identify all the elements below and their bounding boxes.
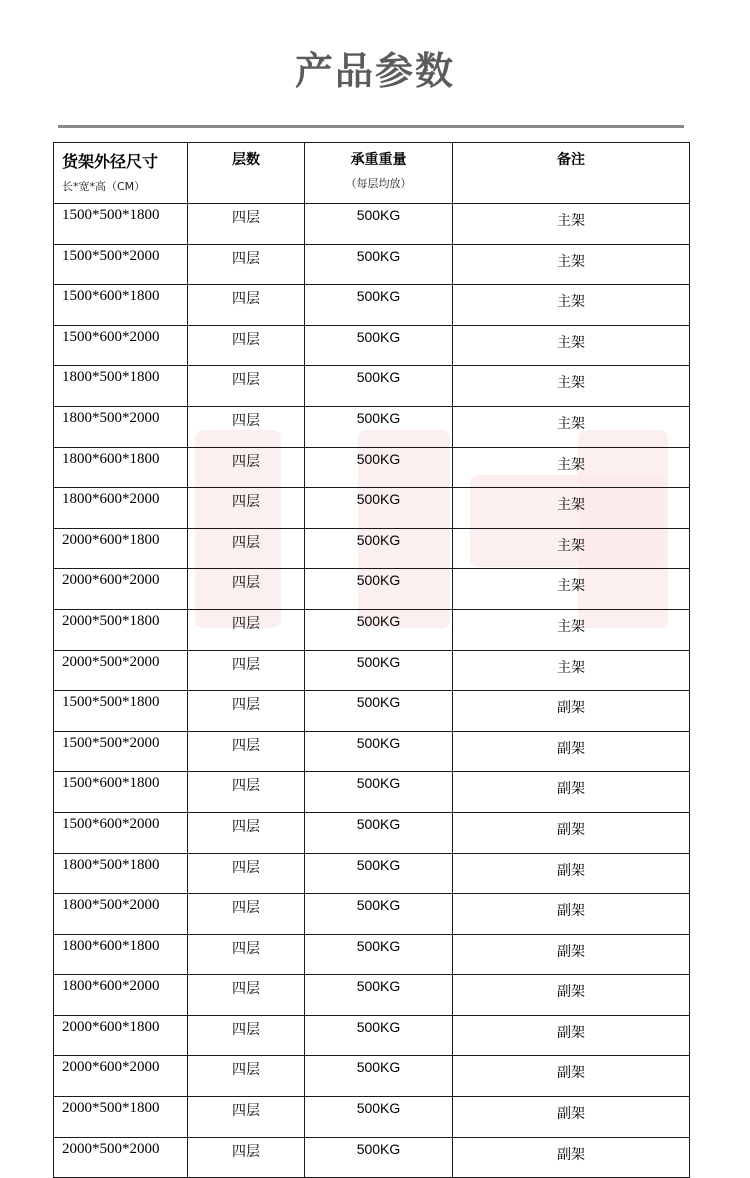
header-load xyxy=(305,143,453,204)
layers-cell: 四层 xyxy=(188,569,305,610)
table-row xyxy=(54,1137,690,1178)
layers-cell: 四层 xyxy=(188,447,305,488)
size-cell: 1500*500*1800 xyxy=(54,204,188,245)
table-row xyxy=(54,325,690,366)
size-cell: 1800*600*2000 xyxy=(54,488,188,529)
table-row xyxy=(54,812,690,853)
table-row xyxy=(54,609,690,650)
load-cell: 500KG xyxy=(305,488,453,529)
table-row xyxy=(54,447,690,488)
table-row xyxy=(54,1056,690,1097)
remark-cell: 主架 xyxy=(453,366,690,407)
size-cell: 2000*600*1800 xyxy=(54,528,188,569)
size-cell: 2000*600*2000 xyxy=(54,1056,188,1097)
header-layers-label: 层数 xyxy=(232,152,260,168)
remark-cell: 主架 xyxy=(453,488,690,529)
layers-cell: 四层 xyxy=(188,285,305,326)
remark-cell: 副架 xyxy=(453,934,690,975)
layers-cell: 四层 xyxy=(188,366,305,407)
header-size-sub: 长*宽*高（CM） xyxy=(62,180,146,193)
remark-cell: 副架 xyxy=(453,1097,690,1138)
header-size-label: 货架外径尺寸 xyxy=(62,152,159,171)
size-cell: 1800*600*1800 xyxy=(54,447,188,488)
size-cell: 1800*500*1800 xyxy=(54,853,188,894)
load-cell: 500KG xyxy=(305,406,453,447)
remark-cell: 副架 xyxy=(453,1015,690,1056)
spec-table xyxy=(53,142,690,1178)
size-cell: 2000*500*1800 xyxy=(54,1097,188,1138)
load-cell: 500KG xyxy=(305,1137,453,1178)
load-cell: 500KG xyxy=(305,772,453,813)
table-row xyxy=(54,204,690,245)
remark-cell: 主架 xyxy=(453,204,690,245)
page-title: 产品参数 xyxy=(294,49,455,93)
layers-cell: 四层 xyxy=(188,528,305,569)
table-row xyxy=(54,894,690,935)
remark-cell: 副架 xyxy=(453,691,690,732)
table-row xyxy=(54,691,690,732)
layers-cell: 四层 xyxy=(188,1015,305,1056)
load-cell: 500KG xyxy=(305,1097,453,1138)
table-row xyxy=(54,650,690,691)
remark-cell: 副架 xyxy=(453,772,690,813)
remark-cell: 主架 xyxy=(453,285,690,326)
table-row xyxy=(54,406,690,447)
size-cell: 1500*600*2000 xyxy=(54,812,188,853)
table-row xyxy=(54,366,690,407)
load-cell: 500KG xyxy=(305,1015,453,1056)
remark-cell: 副架 xyxy=(453,1056,690,1097)
size-cell: 2000*500*2000 xyxy=(54,1137,188,1178)
layers-cell: 四层 xyxy=(188,1097,305,1138)
remark-cell: 副架 xyxy=(453,894,690,935)
remark-cell: 主架 xyxy=(453,325,690,366)
size-cell: 1800*500*1800 xyxy=(54,366,188,407)
layers-cell: 四层 xyxy=(188,691,305,732)
remark-cell: 主架 xyxy=(453,447,690,488)
load-cell: 500KG xyxy=(305,204,453,245)
size-cell: 1500*500*1800 xyxy=(54,691,188,732)
table-header-row xyxy=(54,143,690,204)
load-cell: 500KG xyxy=(305,528,453,569)
size-cell: 1800*500*2000 xyxy=(54,406,188,447)
header-remark xyxy=(453,143,690,204)
layers-cell: 四层 xyxy=(188,609,305,650)
layers-cell: 四层 xyxy=(188,1056,305,1097)
layers-cell: 四层 xyxy=(188,650,305,691)
remark-cell: 副架 xyxy=(453,853,690,894)
size-cell: 1500*600*1800 xyxy=(54,285,188,326)
remark-cell: 主架 xyxy=(453,244,690,285)
layers-cell: 四层 xyxy=(188,812,305,853)
table-row xyxy=(54,1097,690,1138)
layers-cell: 四层 xyxy=(188,934,305,975)
table-row xyxy=(54,244,690,285)
header-remark-label: 备注 xyxy=(557,152,585,168)
layers-cell: 四层 xyxy=(188,853,305,894)
remark-cell: 主架 xyxy=(453,528,690,569)
load-cell: 500KG xyxy=(305,1056,453,1097)
table-row xyxy=(54,569,690,610)
table-row xyxy=(54,975,690,1016)
header-load-label: 承重重量 xyxy=(350,152,407,168)
load-cell: 500KG xyxy=(305,731,453,772)
size-cell: 2000*600*2000 xyxy=(54,569,188,610)
table-row xyxy=(54,488,690,529)
table-row xyxy=(54,528,690,569)
remark-cell: 主架 xyxy=(453,406,690,447)
load-cell: 500KG xyxy=(305,650,453,691)
remark-cell: 主架 xyxy=(453,609,690,650)
remark-cell: 副架 xyxy=(453,731,690,772)
layers-cell: 四层 xyxy=(188,325,305,366)
layers-cell: 四层 xyxy=(188,488,305,529)
remark-cell: 副架 xyxy=(453,1137,690,1178)
size-cell: 1500*500*2000 xyxy=(54,244,188,285)
load-cell: 500KG xyxy=(305,285,453,326)
size-cell: 1500*600*1800 xyxy=(54,772,188,813)
size-cell: 1800*500*2000 xyxy=(54,894,188,935)
size-cell: 1800*600*1800 xyxy=(54,934,188,975)
layers-cell: 四层 xyxy=(188,406,305,447)
title-divider xyxy=(58,125,684,128)
header-load-sub: （每层均放） xyxy=(345,177,412,190)
size-cell: 2000*600*1800 xyxy=(54,1015,188,1056)
layers-cell: 四层 xyxy=(188,731,305,772)
layers-cell: 四层 xyxy=(188,204,305,245)
header-size xyxy=(54,143,188,204)
size-cell: 1800*600*2000 xyxy=(54,975,188,1016)
load-cell: 500KG xyxy=(305,934,453,975)
size-cell: 2000*500*2000 xyxy=(54,650,188,691)
load-cell: 500KG xyxy=(305,853,453,894)
load-cell: 500KG xyxy=(305,975,453,1016)
load-cell: 500KG xyxy=(305,812,453,853)
layers-cell: 四层 xyxy=(188,975,305,1016)
header-layers xyxy=(188,143,305,204)
layers-cell: 四层 xyxy=(188,772,305,813)
layers-cell: 四层 xyxy=(188,1137,305,1178)
remark-cell: 副架 xyxy=(453,975,690,1016)
layers-cell: 四层 xyxy=(188,894,305,935)
load-cell: 500KG xyxy=(305,366,453,407)
table-row xyxy=(54,731,690,772)
table-row xyxy=(54,853,690,894)
remark-cell: 副架 xyxy=(453,812,690,853)
table-row xyxy=(54,934,690,975)
load-cell: 500KG xyxy=(305,609,453,650)
table-row xyxy=(54,285,690,326)
load-cell: 500KG xyxy=(305,691,453,732)
load-cell: 500KG xyxy=(305,447,453,488)
remark-cell: 主架 xyxy=(453,650,690,691)
size-cell: 1500*600*2000 xyxy=(54,325,188,366)
layers-cell: 四层 xyxy=(188,244,305,285)
remark-cell: 主架 xyxy=(453,569,690,610)
load-cell: 500KG xyxy=(305,569,453,610)
table-row xyxy=(54,772,690,813)
size-cell: 1500*500*2000 xyxy=(54,731,188,772)
table-row xyxy=(54,1015,690,1056)
size-cell: 2000*500*1800 xyxy=(54,609,188,650)
load-cell: 500KG xyxy=(305,325,453,366)
load-cell: 500KG xyxy=(305,244,453,285)
load-cell: 500KG xyxy=(305,894,453,935)
